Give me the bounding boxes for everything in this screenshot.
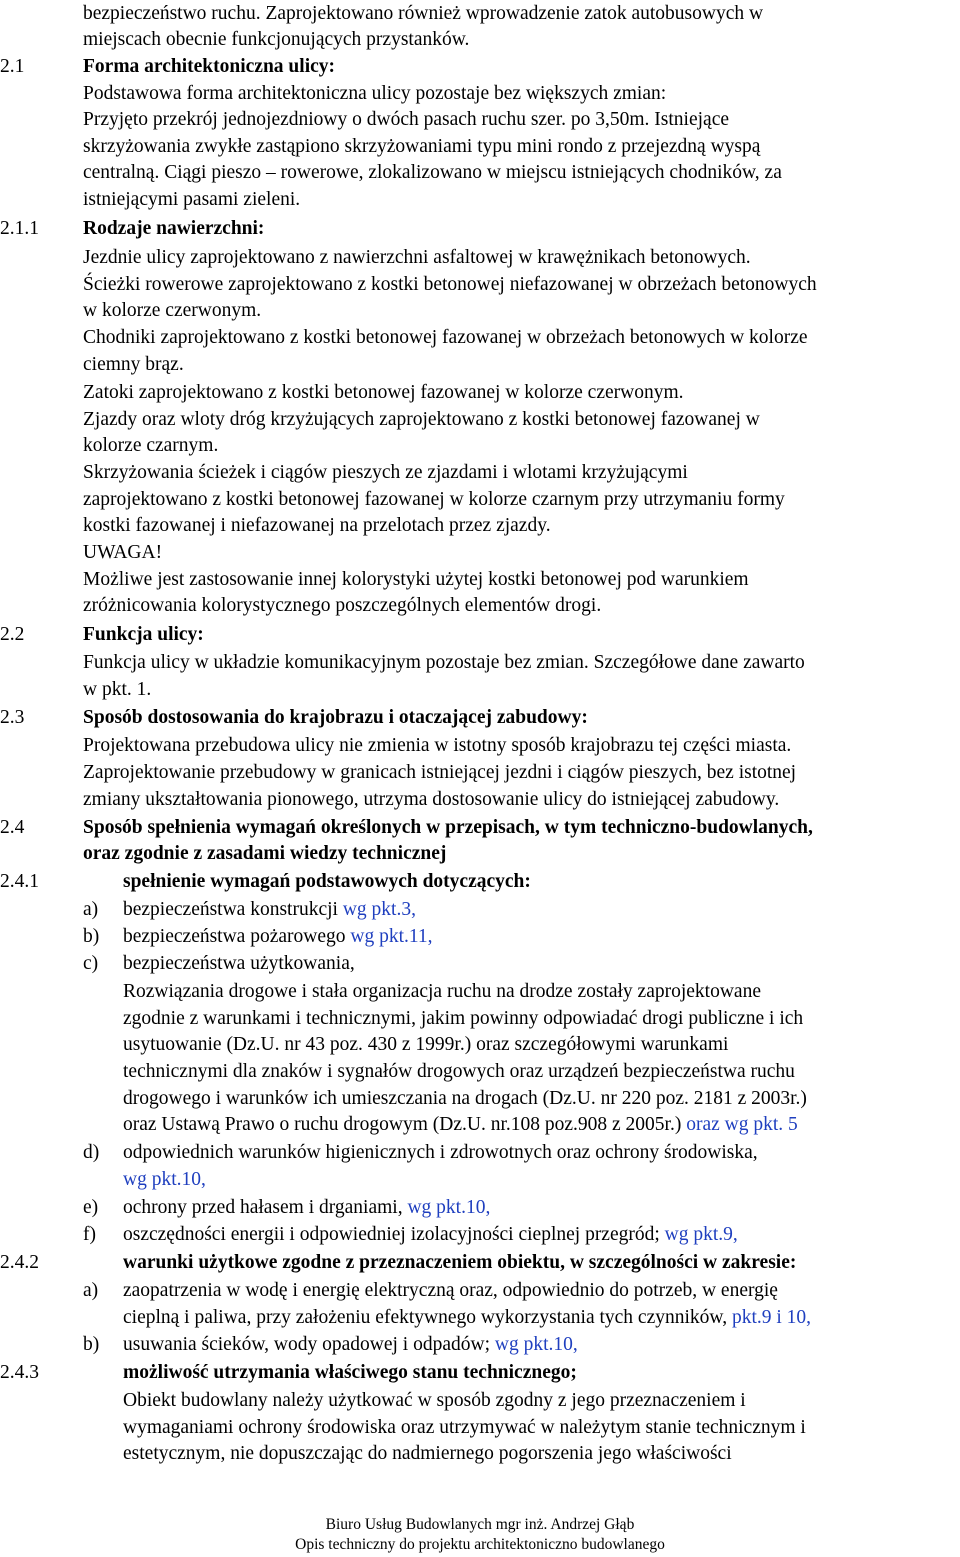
text-line: istniejącymi pasami zieleni. xyxy=(83,189,301,210)
text-line: w pkt. 1. xyxy=(83,679,152,700)
section-heading: Forma architektoniczna ulicy: xyxy=(83,56,336,77)
text-line: Funkcja ulicy w układzie komunikacyjnym pozostaje bez zmian. Szczegółowe dane zawarto xyxy=(83,652,805,673)
text-line: estetycznym, nie dopuszczając do nadmiernego pogorszenia jego właściwości xyxy=(123,1443,732,1464)
text-segment: oraz Ustawą Prawo o ruchu drogowym (Dz.U. nr.108 poz.908 z 2005r.) xyxy=(123,1114,687,1135)
text-line: kostki fazowanej i niefazowanej na przelotach przez zjazdy. xyxy=(83,515,551,536)
list-letter: e) xyxy=(83,1197,99,1218)
list-letter: c) xyxy=(83,953,99,974)
reference-link[interactable]: wg pkt.9, xyxy=(664,1224,738,1245)
section-number: 2.3 xyxy=(0,707,25,728)
text-line: Zjazdy oraz wloty dróg krzyżujących zaprojektowano z kostki betonowej fazowanej w xyxy=(83,409,760,430)
reference-link[interactable]: oraz wg pkt. 5 xyxy=(686,1114,798,1135)
text-line: Zatoki zaprojektowano z kostki betonowej fazowanej w kolorze czerwonym. xyxy=(83,382,684,403)
section-heading-continued: oraz zgodnie z zasadami wiedzy technicznej xyxy=(83,843,447,864)
text-line: zgodnie z warunkami i technicznymi, jakim powinny odpowiadać drogi publiczne i ich xyxy=(123,1008,804,1029)
text-line: Zaprojektowanie przebudowy w granicach istniejącej jezdni i ciągów pieszych, bez istotnej xyxy=(83,762,797,783)
section-heading: Sposób spełnienia wymagań określonych w przepisach, w tym techniczno-budowlanych, xyxy=(83,817,813,838)
text-line: wymaganiami ochrony środowiska oraz utrzymywać w należytym stanie technicznym i xyxy=(123,1417,806,1438)
list-letter: b) xyxy=(83,926,100,947)
text-line: zaprojektowano z kostki betonowej fazowanej w kolorze czarnym przy utrzymaniu formy xyxy=(83,489,785,510)
text-line: Podstawowa forma architektoniczna ulicy pozostaje bez większych zmian: xyxy=(83,83,667,104)
reference-link[interactable]: wg pkt.10, xyxy=(494,1334,578,1355)
text-line xyxy=(123,1305,811,1331)
text-line: Projektowana przebudowa ulicy nie zmienia w istotny sposób krajobrazu tej części miasta. xyxy=(83,735,792,756)
list-item xyxy=(123,1332,578,1358)
list-letter: b) xyxy=(83,1334,100,1355)
text-line: Chodniki zaprojektowano z kostki betonowej fazowanej w obrzeżach betonowych w kolorze xyxy=(83,327,808,348)
section-heading: Rodzaje nawierzchni: xyxy=(83,218,265,239)
text-line: zróżnicowania kolorystycznego poszczególnych elementów drogi. xyxy=(83,595,602,616)
text-line: kolorze czarnym. xyxy=(83,435,219,456)
footer-company: Biuro Usług Budowlanych mgr inż. Andrzej Głąb xyxy=(325,1516,635,1533)
text-line: usytuowanie (Dz.U. nr 43 poz. 430 z 1999r.) oraz szczegółowymi warunkami xyxy=(123,1034,729,1055)
section-heading: Sposób dostosowania do krajobrazu i otaczającej zabudowy: xyxy=(83,707,588,728)
list-item-text: bezpieczeństwa konstrukcji xyxy=(123,899,343,920)
list-letter: f) xyxy=(83,1224,96,1245)
text-line: w kolorze czerwonym. xyxy=(83,300,262,321)
text-line: Rozwiązania drogowe i stała organizacja ruchu na drodze zostały zaprojektowane xyxy=(123,981,761,1002)
text-line xyxy=(123,1112,798,1138)
list-item: bezpieczeństwa użytkowania, xyxy=(123,953,355,974)
text-line: Jezdnie ulicy zaprojektowano z nawierzchni asfaltowej w krawężnikach betonowych. xyxy=(83,247,751,268)
list-item-text: usuwania ścieków, wody opadowej i odpadów; xyxy=(123,1334,495,1355)
list-letter: d) xyxy=(83,1142,100,1163)
section-number: 2.2 xyxy=(0,624,25,645)
text-line: miejscach obecnie funkcjonujących przystanków. xyxy=(83,29,470,50)
subsection-heading: możliwość utrzymania właściwego stanu technicznego; xyxy=(123,1362,577,1383)
list-item xyxy=(123,924,433,950)
text-line: Obiekt budowlany należy użytkować w sposób zgodny z jego przeznaczeniem i xyxy=(123,1390,746,1411)
list-item xyxy=(123,897,416,923)
reference-link[interactable]: pkt.9 i 10, xyxy=(731,1307,812,1328)
list-item: odpowiednich warunków higienicznych i zdrowotnych oraz ochrony środowiska, xyxy=(123,1142,758,1163)
text-line: Ścieżki rowerowe zaprojektowano z kostki betonowej niefazowanej w obrzeżach betonowych xyxy=(83,274,817,295)
section-number: 2.4.3 xyxy=(0,1362,39,1383)
text-line: bezpieczeństwo ruchu. Zaprojektowano również wprowadzenie zatok autobusowych w xyxy=(83,3,764,24)
text-line: zmiany ukształtowania pionowego, utrzyma dostosowanie ulicy do istniejącej zabudowy. xyxy=(83,789,780,810)
footer-title: Opis techniczny do projektu architektoniczno budowlanego xyxy=(295,1536,665,1553)
text-line: ciemny brąz. xyxy=(83,354,184,375)
reference-link[interactable]: wg pkt.3, xyxy=(342,899,416,920)
list-item-text: bezpieczeństwa pożarowego xyxy=(123,926,351,947)
subsection-heading: spełnienie wymagań podstawowych dotyczących: xyxy=(123,871,531,892)
text-line: centralną. Ciągi pieszo – rowerowe, zlokalizowano w miejscu istniejących chodników, za xyxy=(83,162,782,183)
section-number: 2.1.1 xyxy=(0,218,39,239)
section-heading: Funkcja ulicy: xyxy=(83,624,204,645)
list-item-text: ochrony przed hałasem i drganiami, xyxy=(123,1197,408,1218)
text-line: Skrzyżowania ścieżek i ciągów pieszych ze zjazdami i wlotami krzyżującymi xyxy=(83,462,688,483)
list-item xyxy=(123,1195,490,1221)
text-line: Możliwe jest zastosowanie innej kolorystyki użytej kostki betonowej pod warunkiem xyxy=(83,569,749,590)
list-letter: a) xyxy=(83,1280,99,1301)
section-number: 2.4.1 xyxy=(0,871,39,892)
subsection-heading: warunki użytkowe zgodne z przeznaczeniem obiektu, w szczególności w zakresie: xyxy=(123,1252,797,1273)
text-segment: cieplną i paliwa, przy założeniu efektywnego wykorzystania tych czynników, xyxy=(123,1307,732,1328)
list-item-text: oszczędności energii i odpowiedniej izolacyjności cieplnej przegród; xyxy=(123,1224,665,1245)
warning-label: UWAGA! xyxy=(83,542,163,563)
text-line: skrzyżowania zwykłe zastąpiono skrzyżowaniami typu mini rondo z przejezdną wyspą xyxy=(83,136,761,157)
text-line: technicznymi dla znaków i sygnałów drogowych oraz urządzeń bezpieczeństwa ruchu xyxy=(123,1061,795,1082)
section-number: 2.4 xyxy=(0,817,25,838)
section-number: 2.4.2 xyxy=(0,1252,39,1273)
reference-link[interactable]: wg pkt.11, xyxy=(350,926,433,947)
reference-link[interactable]: wg pkt.10, xyxy=(123,1169,206,1190)
list-item xyxy=(123,1222,738,1248)
reference-link[interactable]: wg pkt.10, xyxy=(407,1197,491,1218)
text-line: Przyjęto przekrój jednojezdniowy o dwóch pasach ruchu szer. po 3,50m. Istniejące xyxy=(83,109,730,130)
list-item: zaopatrzenia w wodę i energię elektryczną oraz, odpowiednio do potrzeb, w energię xyxy=(123,1280,778,1301)
section-number: 2.1 xyxy=(0,56,25,77)
text-line: drogowego i warunków ich umieszczania na drogach (Dz.U. nr 220 poz. 2181 z 2003r.) xyxy=(123,1088,807,1109)
list-letter: a) xyxy=(83,899,99,920)
